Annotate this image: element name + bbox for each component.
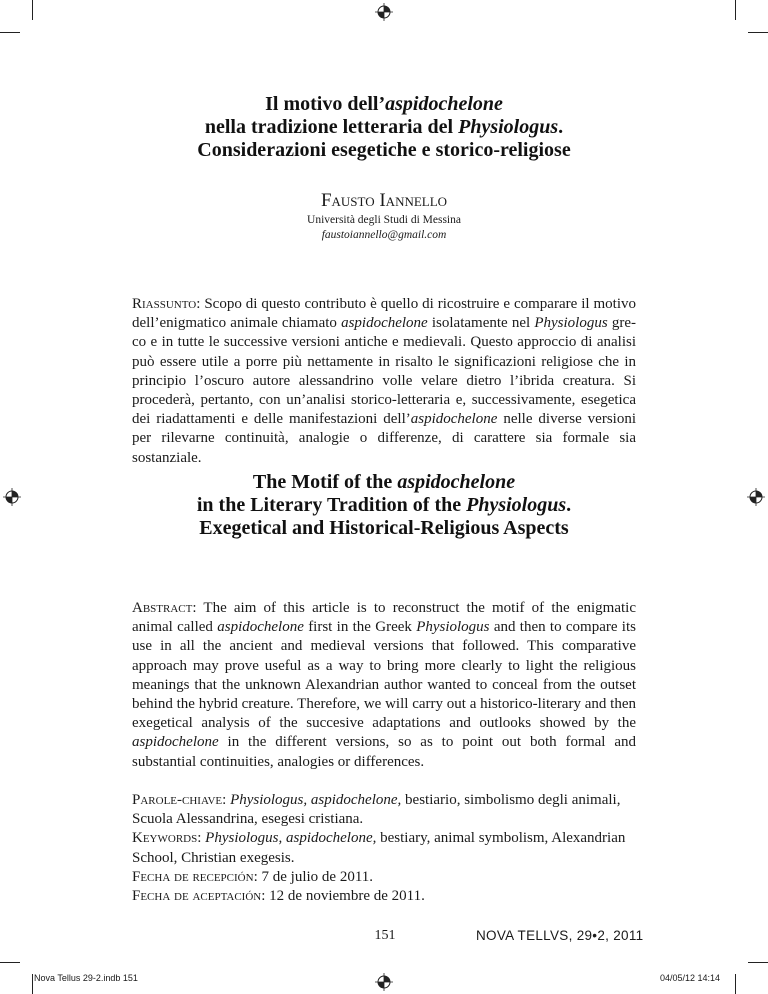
- crop-mark-icon: [748, 32, 768, 33]
- registration-mark-icon: [747, 488, 765, 506]
- author-affiliation: Università degli Studi di Messina: [307, 214, 461, 226]
- crop-mark-icon: [0, 32, 20, 33]
- crop-mark-icon: [748, 962, 768, 963]
- crop-mark-icon: [32, 974, 33, 994]
- crop-mark-icon: [32, 0, 33, 20]
- riassunto-label: Riassunto: [132, 296, 197, 312]
- abstract-paragraph: Abstract: The aim of this article is to reconstruct the motif of the enigmatic animal called aspidochelone first in the Greek Physiologus and then to compare its use in all the ancient and medieval versions that followed. This comparative approach may prove useful as a way to bring more clearly to light the religious meanings that the unknown Alexandrian author wanted to conceal from the outset behind the hybrid creature. Therefore, we will carry out a historico-literary and then exegetical analysis of the succesive adaptations and outlooks showed by the aspidochelone in the different versions, so as to point out both formal and substantial continuities, analogies or differences.: [132, 600, 636, 770]
- registration-mark-icon: [3, 488, 21, 506]
- author-email: faustoiannello@gmail.com: [321, 229, 447, 241]
- crop-mark-icon: [0, 962, 20, 963]
- parole-chiave-line-2: Scuola Alessandrina, esegesi cristiana.: [132, 811, 364, 828]
- crop-mark-icon: [735, 0, 736, 20]
- italian-title: [80, 93, 688, 162]
- registration-mark-icon: [375, 3, 393, 21]
- english-title-line-1: The Motif of the aspidochelone: [252, 471, 516, 493]
- fecha-recepcion: Fecha de recepción: 7 de julio de 2011.: [132, 868, 374, 885]
- registration-mark-icon: [375, 973, 393, 991]
- english-title: [80, 471, 688, 540]
- keywords-line-1: Keywords: Physiologus, aspidochelone, bestiary, animal symbolism, Alexandrian: [132, 830, 626, 847]
- italian-title-line-2: nella tradizione letteraria del Physiologus.: [204, 116, 564, 138]
- print-footer-file: Nova Tellus 29-2.indb 151: [34, 973, 138, 983]
- crop-mark-icon: [735, 974, 736, 994]
- page-number: 151: [374, 928, 396, 943]
- author-name: Fausto Iannello: [320, 190, 448, 211]
- english-title-line-2: in the Literary Tradition of the Physiologus.: [196, 494, 572, 516]
- riassunto-paragraph: Riassunto: Scopo di questo contributo è quello di ricostruire e comparare il motivo dell’enigmatico animale chiamato aspidochelone isolatamente nel Physiologus gre-co e in tutte le successive versioni antiche e medievali. Questo approccio di analisi può essere utile a porre più nettamente in risalto le significazioni religiose che in principio l’oscuro autore alessandrino volle velare dietro l’ibrida creatura. Si procederà, pertanto, con un’analisi storico-letteraria e, successivamente, esegetica dei riadattamenti e delle manifestazioni dell’aspidochelone nelle diverse versioni per rilevarne continuità, analogie o differenze, di carattere sia formale sia sostanziale.: [132, 296, 636, 466]
- abstract-label: Abstract: [132, 600, 193, 616]
- keywords-block: [132, 791, 652, 906]
- fecha-aceptacion: Fecha de aceptación: 12 de noviembre de 2011.: [132, 888, 425, 905]
- journal-name: NOVA TELLVS, 29•2, 2011: [476, 928, 644, 943]
- italian-title-line-1: Il motivo dell’aspidochelone: [265, 93, 503, 115]
- parole-chiave-line-1: Parole-chiave: Physiologus, aspidochelone, bestiario, simbolismo degli animali,: [132, 792, 621, 808]
- print-footer-timestamp: 04/05/12 14:14: [660, 973, 721, 983]
- keywords-line-2: School, Christian exegesis.: [132, 849, 295, 866]
- english-title-line-3: Exegetical and Historical-Religious Aspects: [199, 517, 569, 539]
- italian-title-line-3: Considerazioni esegetiche e storico-religiose: [197, 139, 571, 161]
